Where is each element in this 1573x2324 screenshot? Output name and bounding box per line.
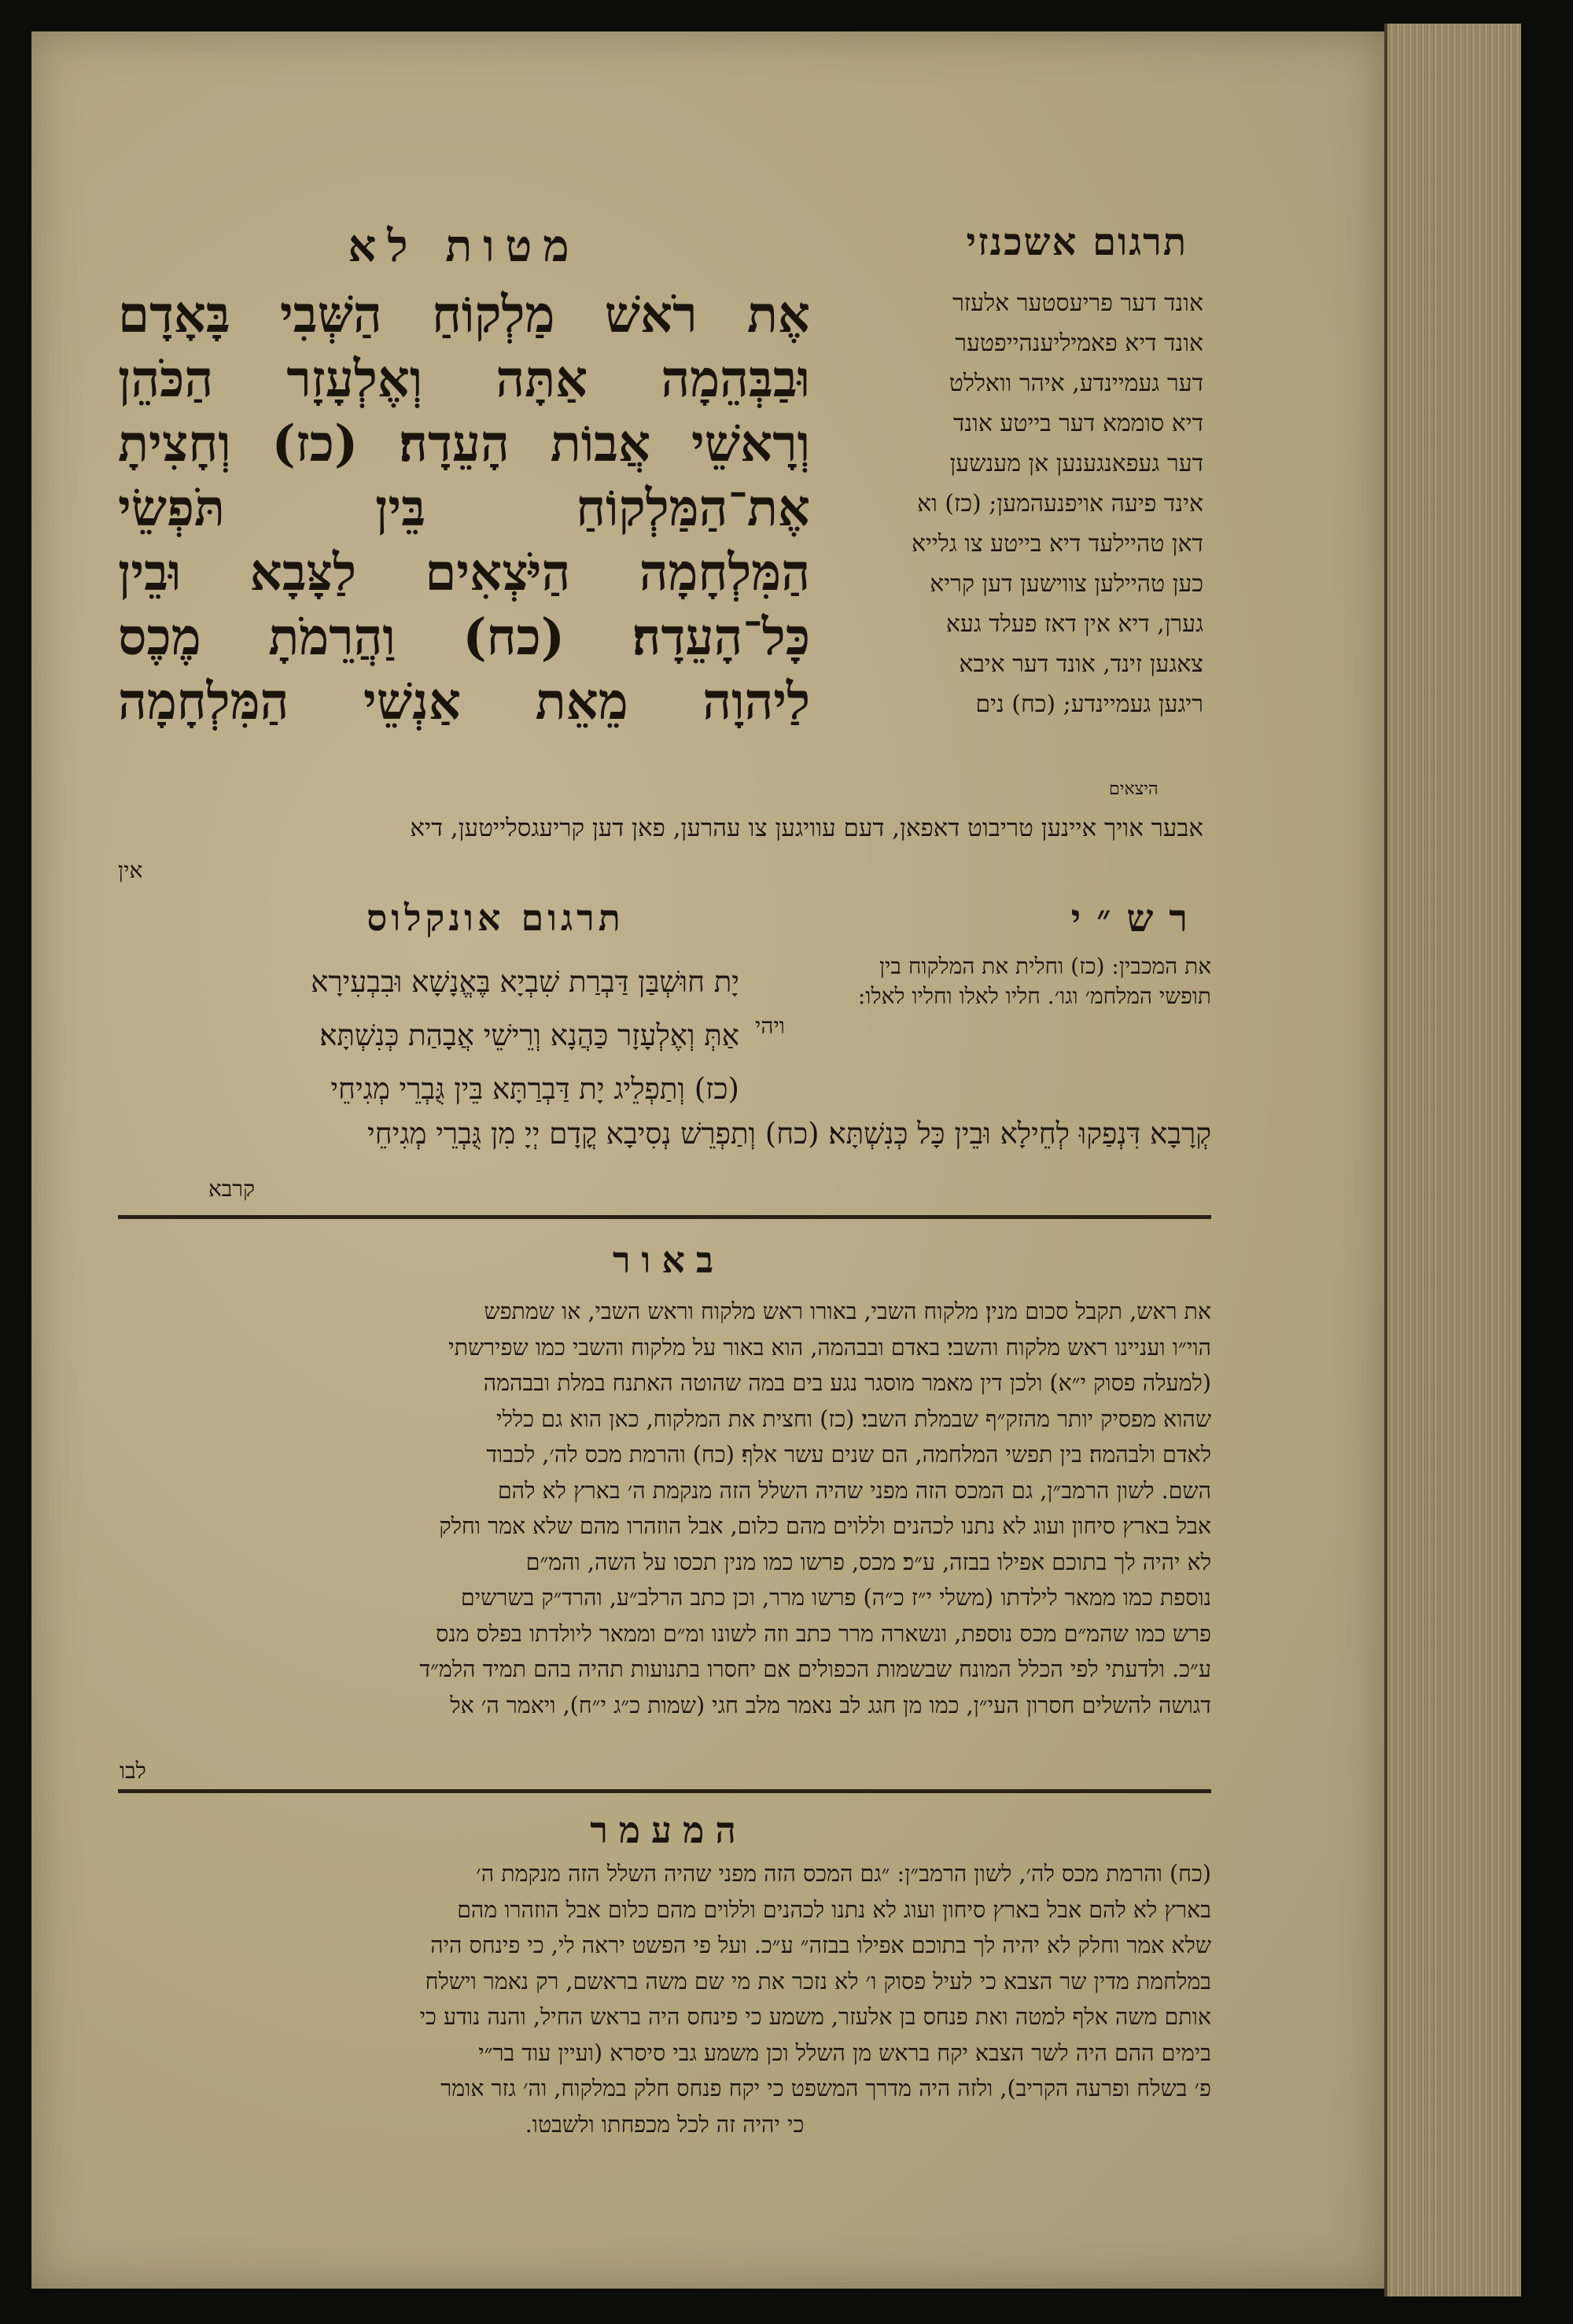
onkelos-catchword: קרבא: [208, 1176, 256, 1202]
onkelos-line: (כז) וְתַפְלֵיג יָת דַּבְרַתָּא בֵּין גֻּבְרֵי מְגִיחֵי: [330, 1072, 739, 1106]
torah-line: אֶת־הַמַּלְקוֹחַ בֵּין תֹּפְשֵׂי: [118, 479, 810, 538]
torah-line: אֶת רֹאשׁ מַלְקוֹחַ הַשְּׁבִי בָּאָדָם: [118, 285, 810, 344]
hamaamar-line: (כח) והרמת מכס לה׳, לשון הרמב״ן: ״גם המכס הזה מפני שהיה השלל הזה מנקמת ה׳: [476, 1861, 1211, 1887]
yiddish-line: גערן, דיא אין דאז פעלד געא: [945, 610, 1203, 638]
biur-line: השם. לשון הרמב״ן, גם המכס הזה מפני שהיה השלל הזה מנקמת ה׳ בארץ לא להם: [497, 1477, 1211, 1504]
yiddish-line: אונד דיא פאמיליענהייפטער: [955, 330, 1203, 357]
yiddish-side-catchword: היצאים: [1109, 779, 1159, 799]
yiddish-line: דער געמיינדע, איהר וואללט: [949, 370, 1203, 397]
biur-line: דגושה להשלים חסרון העי״ן, כמו מן חגג לב נאמר מלב חגי (שמות כ״ג י״ח), ויאמר ה׳ אל: [450, 1692, 1211, 1718]
divider-rule: [118, 1789, 1211, 1793]
page-fore-edge: [1384, 24, 1521, 2296]
biur-line: (למעלה פסוק י״א)׃ ולכן דין מאמר מוסגר נגע בים במה שהוטה האתנח במלת ובבהמה: [483, 1370, 1211, 1396]
yiddish-column: [834, 283, 1203, 724]
biur-line: לאדם ולבהמה׃ בין תפשי המלחמה, הם שנים עשר אלף׃ (כח) והרמת מכס לה׳, לכבוד: [486, 1442, 1211, 1468]
biur-line: ע״כ. ולדעתי לפי הכלל המונח שבשמות הכפולים אם יחסרו בתנועות תהיה בהם תמיד הלמ״ד: [419, 1656, 1211, 1682]
onkelos-line: אַתְּ וְאֶלְעָזָר כַּהֲנָא וְרֵישֵׁי אֲבָהַת כְּנִשְׁתָּא׃: [319, 1018, 739, 1052]
hamaamar-line: שלא אמר וחלק לא יהיה לך בתוכם אפילו בבזה״ ע״כ. ועל פי הפשט יראה לי, כי פינחס היה: [430, 1932, 1211, 1958]
hamaamar-line: אותם משה אלף למטה ואת פנחס בן אלעזר, משמע כי פינחס היה בראש החיל, והנה נודע כי: [419, 2004, 1211, 2030]
rashi-commentary: [755, 952, 1211, 1041]
hamaamar-commentary: [118, 1856, 1211, 2142]
torah-line: כָּל־הָעֵדָה׃ (כח) וַהֲרֵמֹתָ מֶכֶס: [118, 608, 810, 667]
hamaamar-line: במלחמת מדין שר הצבא כי לעיל פסוק ו׳ לא נזכר את מי שם משה בראשם, רק נאמר וישלח: [425, 1968, 1211, 1994]
rashi-line: תופשי המלחמ׳ וגו׳. חליו לאלו וחליו לאלו:: [857, 983, 1211, 1009]
yiddish-catchword: אין: [118, 857, 143, 883]
biur-line: את ראש, תקבל סכום מנין׃ מלקוח השבי, באורו ראש מלקוח וראש השבי, או שמתפש: [484, 1298, 1211, 1324]
main-torah-text: [118, 283, 810, 735]
biur-line: הוי״ו ועניינו ראש מלקוח והשבי׃ באדם ובבהמה, הוא באור על מלקוח והשבי כמו שפירשתי: [448, 1334, 1211, 1361]
torah-line: הַמִּלְחָמָה הַיֹּצְאִים לַצָּבָא וּבֵין: [118, 543, 810, 602]
biur-line: אבל בארץ סיחון ועוג לא נתנו לכהנים וללוים מהם כלום, אבל הוזהרו מהם שלא אמר וחלק: [439, 1513, 1211, 1539]
yiddish-continuation: אבער אויך איינען טריבוט דאפאן, דעם עוויגען צו עהרען, פאן דען קריעגסלייטען, דיא: [410, 814, 1203, 842]
biur-line: לא יהיה לך בתוכם אפילו בבזה, ע״כ׃ מכס, פרשו כמו מנין תכסו על השה, והמ״ם: [525, 1549, 1211, 1575]
biur-commentary: [118, 1294, 1211, 1723]
divider-rule: [118, 1215, 1211, 1219]
header-parasha: מטות לא: [348, 220, 580, 272]
book-page: [31, 31, 1384, 2289]
rashi-line: את המכבין: (כז) וחלית את המלקוח בין: [879, 953, 1211, 979]
biur-line: שהוא מפסיק יותר מהזק״ף שבמלת השבי׃ (כז) וחצית את המלקוח, כאן הוא גם כללי: [496, 1405, 1211, 1432]
onkelos-translation: [118, 956, 739, 1116]
onkelos-line: יָת חוּשְׁבַּן דַּבְרַת שִׁבְיָא בֶּאֱנָשָׁא וּבִבְעִירָא: [311, 965, 739, 999]
biur-title: באור: [612, 1239, 725, 1281]
yiddish-line: אינד פיעה אויפנעהמען; (כז) וא: [917, 490, 1203, 517]
hamaamar-title: המעמר: [590, 1809, 747, 1851]
onkelos-title: תרגום אונקלוס: [367, 897, 624, 939]
rashi-title: רש״י: [1070, 897, 1203, 941]
torah-line: וְרָאשֵׁי אֲבוֹת הָעֵדָה׃ (כז) וְחָצִיתָ: [118, 414, 810, 473]
hamaamar-line: בארץ לא להם אבל בארץ סיחון ועוג לא נתנו לכהנים וללוים מהם כלום אבל הוזהרו מהם: [457, 1896, 1211, 1923]
yiddish-line: כען טהיילען צווישען דען קריא: [930, 570, 1203, 598]
onkelos-wide-line: קְרָבָא דִּנְפַקוּ לְחֵילָא וּבֵין כָּל כְּנִשְׁתָּא׃ (כח) וְתַפְרֵשׁ נְסִיבָא קֳדָם יְיָ מִן גֻּבְרֵי מְגִיחֵי: [367, 1117, 1211, 1151]
biur-line: נוספת כמו ממאר לילדתו (משלי י״ז כ״ה) פרשו מרר, וכן כתב הרלב״ע, והרד״ק בשרשים: [460, 1585, 1211, 1611]
yiddish-line: דיא סוממא דער בייטע אונד: [952, 410, 1203, 437]
yiddish-line: אונד דער פריעסטער אלעזר: [952, 289, 1203, 317]
yiddish-line: דער געפאנגענען אן מענשען: [949, 450, 1203, 477]
hamaamar-line: כי יהיה זה לכל מכפחתו ולשבטו.: [525, 2111, 805, 2138]
biur-line: פרש כמו שהמ״ם מכס נוספת, ונשארה מרר כתב וזה לשונו ומ״ם וממאר ליולדתו בפלס מנס: [436, 1620, 1211, 1647]
torah-line: לַיהוָה מֵאֵת אַנְשֵׁי הַמִּלְחָמָה: [118, 672, 810, 731]
yiddish-line: דאן טהיילעד דיא בייטע צו גלייא: [912, 530, 1203, 558]
torah-line: וּבַבְּהֵמָה אַתָּה וְאֶלְעָזָר הַכֹּהֵן: [118, 350, 810, 409]
hamaamar-line: בימים ההם היה לשר הצבא יקח בראש מן השלל וכן משמע גבי סיסרא (ועיין עוד בר״י: [478, 2039, 1211, 2066]
yiddish-line: צאגען זינד, אונד דער איבא: [959, 650, 1203, 678]
yiddish-line: ריגען געמיינדע; (כח) נים: [975, 691, 1203, 718]
header-targum-ashkenazi: תרגום אשכנזי: [966, 220, 1188, 264]
hamaamar-line: פ׳ בשלח ופרעה הקריב), ולזה היה מדרך המשפט כי יקח פנחס חלק במלקוח, וה׳ גזר אומר: [440, 2075, 1211, 2101]
rashi-line: ויהי: [755, 1013, 785, 1039]
biur-catchword: לבו: [120, 1758, 146, 1784]
